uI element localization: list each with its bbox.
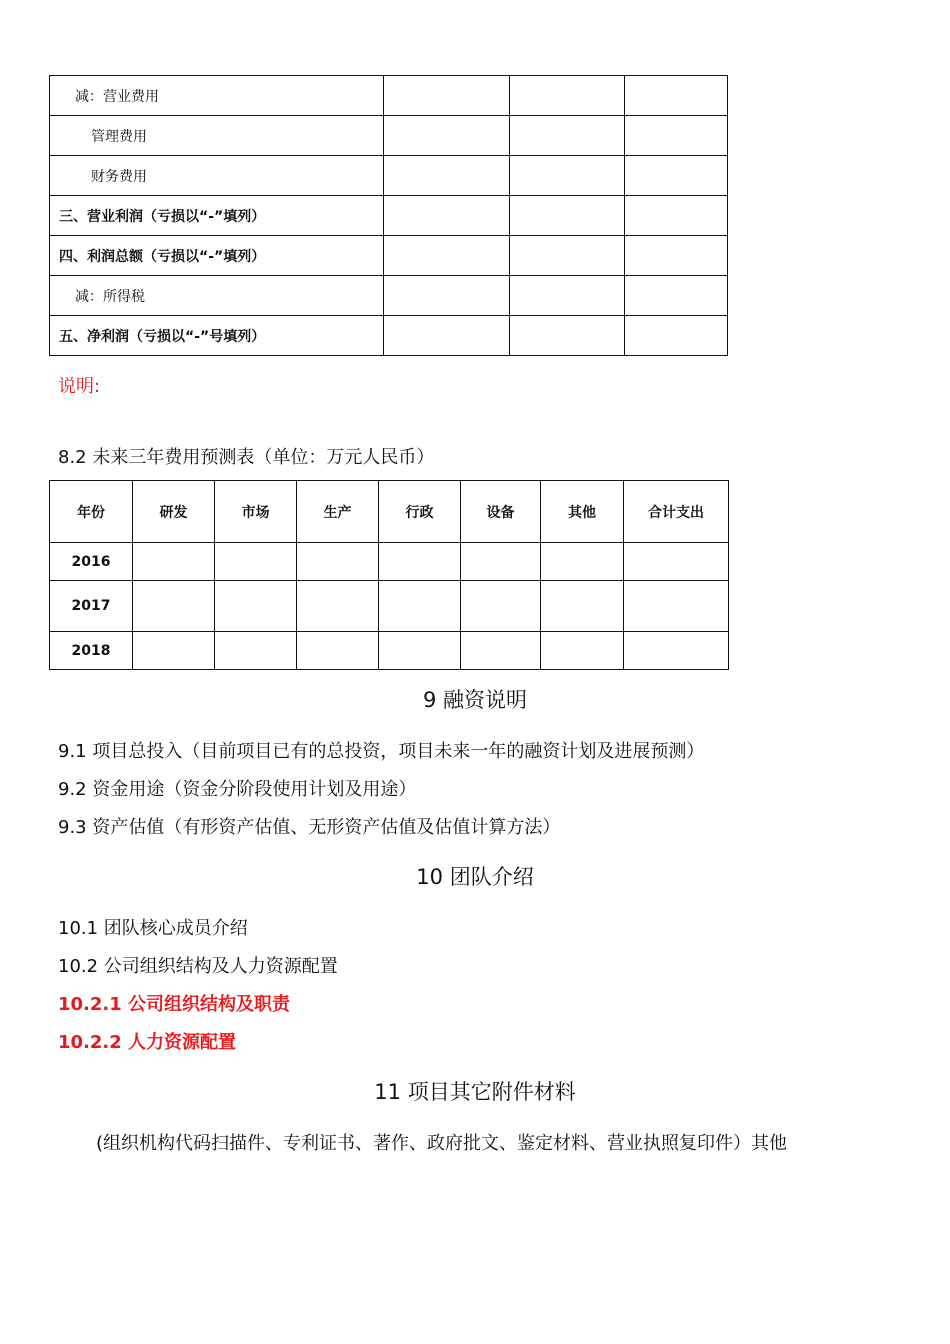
section-8-2-title: 8.2 未来三年费用预测表（单位：万元人民币） [58,447,435,468]
row-label: 管理费用 [50,116,384,156]
section-10-1: 10.1 团队核心成员介绍 [58,918,248,939]
section-9-3: 9.3 资产估值（有形资产估值、无形资产估值及估值计算方法） [58,817,561,838]
table-cell [541,543,624,581]
table-cell [625,316,728,356]
table-cell [384,156,510,196]
table-row [50,276,728,316]
year-cell: 2016 [50,543,133,581]
table-row [50,632,729,670]
column-header: 设备 [461,481,541,543]
row-label: 减：所得税 [50,276,384,316]
table-cell [510,76,625,116]
column-header: 年份 [50,481,133,543]
table-cell [541,632,624,670]
table-cell [384,236,510,276]
table-cell [379,543,461,581]
table-cell [215,632,297,670]
table-cell [625,156,728,196]
section-9-heading: 9 融资说明 [422,688,528,712]
table-cell [510,196,625,236]
table-cell [510,156,625,196]
expense-forecast-table [49,480,729,670]
column-header: 生产 [297,481,379,543]
row-label: 五、净利润（亏损以“-”号填列） [50,316,384,356]
table-cell [215,543,297,581]
table-cell [133,632,215,670]
section-11-description: (组织机构代码扫描件、专利证书、著作、政府批文、鉴定材料、营业执照复印件）其他 [96,1133,788,1154]
table-row [50,236,728,276]
table-cell [297,581,379,632]
table-cell [510,276,625,316]
section-9-2: 9.2 资金用途（资金分阶段使用计划及用途） [58,779,417,800]
table-row [50,156,728,196]
section-11-heading: 11 项目其它附件材料 [374,1080,576,1104]
table-cell [624,581,729,632]
section-9-1: 9.1 项目总投入（目前项目已有的总投资，项目未来一年的融资计划及进展预测） [58,741,705,762]
year-cell: 2017 [50,581,133,632]
table-cell [133,543,215,581]
section-10-2-1: 10.2.1 公司组织结构及职责 [58,994,291,1015]
table-row [50,76,728,116]
table-row [50,116,728,156]
column-header: 研发 [133,481,215,543]
section-10-2: 10.2 公司组织结构及人力资源配置 [58,956,338,977]
section-10-2-2: 10.2.2 人力资源配置 [58,1032,237,1053]
table-cell [384,76,510,116]
table-cell [384,316,510,356]
column-header: 合计支出 [624,481,729,543]
column-header: 其他 [541,481,624,543]
table-cell [384,116,510,156]
table-cell [625,76,728,116]
row-label: 三、营业利润（亏损以“-”填列） [50,196,384,236]
column-header: 市场 [215,481,297,543]
table-cell [133,581,215,632]
table-cell [297,543,379,581]
table-cell [461,543,541,581]
income-statement-table [49,75,728,356]
table-cell [541,581,624,632]
column-header: 行政 [379,481,461,543]
table-cell [384,276,510,316]
table-cell [510,316,625,356]
section-10-heading: 10 团队介绍 [416,865,534,889]
table-row [50,196,728,236]
table-cell [510,116,625,156]
row-label: 减：营业费用 [50,76,384,116]
table-cell [624,543,729,581]
table-cell [625,236,728,276]
table-row [50,316,728,356]
table-header-row [50,481,729,543]
year-cell: 2018 [50,632,133,670]
table-cell [384,196,510,236]
table-cell [625,196,728,236]
table-row [50,581,729,632]
table-cell [624,632,729,670]
table-cell [379,632,461,670]
table-cell [297,632,379,670]
table-cell [379,581,461,632]
row-label: 财务费用 [50,156,384,196]
note-label: 说明: [58,376,101,397]
table-cell [510,236,625,276]
table-cell [625,116,728,156]
table-row [50,543,729,581]
table-cell [625,276,728,316]
table-cell [461,581,541,632]
row-label: 四、利润总额（亏损以“-”填列） [50,236,384,276]
table-cell [215,581,297,632]
table-cell [461,632,541,670]
